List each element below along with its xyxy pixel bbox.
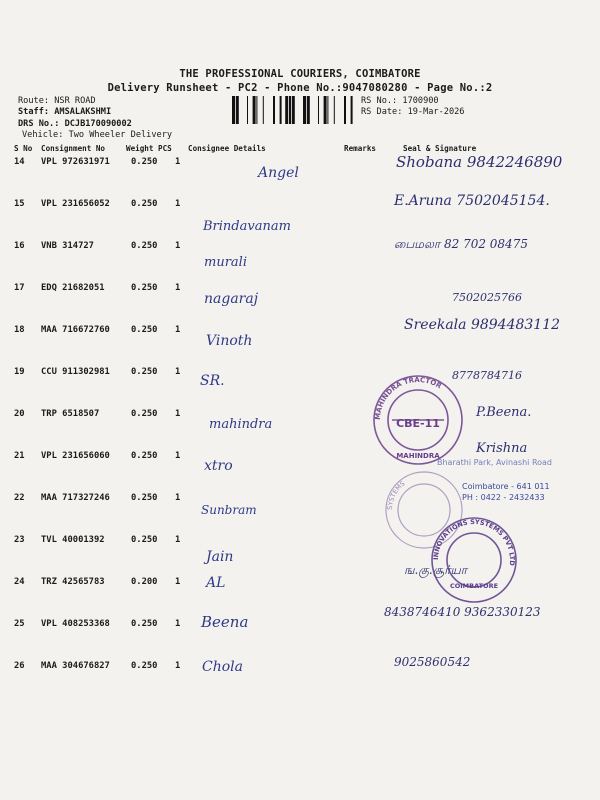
staff: Staff: AMSALAKSHMI [18, 107, 112, 117]
mahindra-stamp [374, 376, 462, 464]
row-weight: 0.250 [131, 199, 158, 209]
jain-stamp [386, 472, 462, 548]
barcode-bar [247, 96, 248, 124]
barcode-bar [327, 96, 328, 124]
barcode-bar [236, 96, 239, 124]
row-consignment: VNB 314727 [41, 241, 94, 251]
mahindra-stamp-ring-text: MAHINDRA TRACTOR [373, 375, 443, 421]
row-weight: 0.200 [131, 577, 158, 587]
receiver-signature: Sreekala 9894483112 [404, 317, 561, 333]
row-weight: 0.250 [131, 325, 158, 335]
row-pcs: 1 [175, 199, 181, 209]
row-pcs: 1 [175, 283, 181, 293]
innovations-stamp [432, 518, 516, 602]
row-pcs: 1 [175, 451, 181, 461]
innovations-stamp-bottom: COIMBATORE [449, 582, 499, 590]
col-consignment: Consignment No [41, 144, 106, 153]
row-sno: 24 [14, 577, 25, 587]
col-pcs: PCS [158, 144, 172, 153]
rs-number: RS No.: 1700900 [361, 96, 439, 106]
barcode-bar [289, 96, 291, 124]
row-sno: 21 [14, 451, 25, 461]
row-consignment: VPL 972631971 [41, 157, 110, 167]
row-sno: 25 [14, 619, 25, 629]
barcode-bar [318, 96, 319, 124]
row-pcs: 1 [175, 493, 181, 503]
row-pcs: 1 [175, 409, 181, 419]
barcode-bar [351, 96, 353, 124]
row-pcs: 1 [175, 577, 181, 587]
row-weight: 0.250 [131, 283, 158, 293]
row-pcs: 1 [175, 661, 181, 671]
row-weight: 0.250 [131, 619, 158, 629]
rs-date: RS Date: 19-Mar-2026 [361, 107, 465, 117]
receiver-signature: Krishna [476, 441, 528, 456]
row-consignment: CCU 911302981 [41, 367, 110, 377]
mahindra-stamp-center: CBE-11 [396, 417, 440, 430]
innovations-stamp-ring: INNOVATIONS SYSTEMS PVT LTD [431, 517, 517, 566]
row-consignment: TRZ 42565783 [41, 577, 105, 587]
consignee-handwriting: Vinoth [206, 333, 253, 349]
consignee-handwriting: xtro [204, 458, 233, 474]
row-sno: 22 [14, 493, 25, 503]
col-consignee: Consignee Details [188, 144, 266, 153]
row-consignment: VPL 231656060 [41, 451, 110, 461]
row-weight: 0.250 [131, 535, 158, 545]
row-sno: 18 [14, 325, 25, 335]
row-sno: 15 [14, 199, 25, 209]
row-sno: 20 [14, 409, 25, 419]
row-weight: 0.250 [131, 157, 158, 167]
row-consignment: TRP 6518507 [41, 409, 100, 419]
barcode-bar [285, 96, 288, 124]
row-weight: 0.250 [131, 241, 158, 251]
barcode-bar [292, 96, 295, 124]
barcode [232, 96, 356, 124]
row-sno: 26 [14, 661, 25, 671]
row-pcs: 1 [175, 157, 181, 167]
address-stamp-line1: Bharathi Park, Avinashi Road [437, 458, 553, 467]
consignee-handwriting: mahindra [209, 417, 273, 432]
route: Route: NSR ROAD [18, 96, 96, 106]
row-weight: 0.250 [131, 493, 158, 503]
consignee-handwriting: murali [204, 255, 247, 270]
company-name: THE PROFESSIONAL COURIERS, COIMBATORE [179, 68, 421, 80]
barcode-bar [307, 96, 310, 124]
row-sno: 17 [14, 283, 25, 293]
vehicle: Vehicle: Two Wheeler Delivery [22, 130, 173, 140]
col-sno: S No [14, 144, 33, 153]
consignee-handwriting: Sunbram [201, 503, 257, 517]
jain-stamp-ring: SYSTEMS [385, 479, 407, 511]
barcode-bar [324, 96, 327, 124]
receiver-signature: 8778784716 [452, 369, 522, 382]
consignee-handwriting: AL [206, 575, 226, 591]
row-sno: 16 [14, 241, 25, 251]
row-consignment: VPL 231656052 [41, 199, 110, 209]
consignee-handwriting: Brindavanam [203, 219, 291, 234]
consignee-handwriting: Jain [206, 549, 234, 565]
mahindra-stamp-bottom: MAHINDRA [396, 452, 440, 460]
row-consignment: MAA 716672760 [41, 325, 110, 335]
receiver-signature: 9025860542 [394, 655, 471, 669]
row-consignment: TVL 40001392 [41, 535, 105, 545]
receiver-signature: ங.கு.சூர்யா [404, 563, 468, 577]
barcode-bar [232, 96, 235, 124]
consignee-handwriting: SR. [200, 373, 225, 389]
row-weight: 0.250 [131, 409, 158, 419]
barcode-bar [253, 96, 256, 124]
consignee-handwriting: Chola [202, 659, 243, 675]
barcode-bar [280, 96, 282, 124]
consignee-handwriting: Beena [201, 613, 249, 631]
runsheet-title: Delivery Runsheet - PC2 - Phone No.:9047080280 - Page No.:2 [107, 82, 493, 94]
consignee-handwriting: Angel [258, 165, 299, 181]
row-consignment: VPL 408253368 [41, 619, 110, 629]
row-consignment: MAA 717327246 [41, 493, 110, 503]
row-pcs: 1 [175, 367, 181, 377]
drs-number: DRS No.: DCJB170090002 [18, 119, 132, 129]
row-pcs: 1 [175, 325, 181, 335]
receiver-signature: 7502025766 [452, 291, 522, 304]
address-stamp-phone: PH : 0422 - 2432433 [462, 493, 545, 502]
consignee-handwriting: nagaraj [204, 291, 259, 307]
barcode-bar [263, 96, 264, 124]
col-weight: Weight [126, 144, 154, 153]
receiver-signature: E.Aruna 7502045154. [394, 193, 550, 209]
row-weight: 0.250 [131, 367, 158, 377]
row-pcs: 1 [175, 535, 181, 545]
col-remarks: Remarks [344, 144, 377, 153]
barcode-bar [273, 96, 275, 124]
receiver-signature: P.Beena. [476, 405, 532, 420]
row-weight: 0.250 [131, 661, 158, 671]
row-consignment: MAA 304676827 [41, 661, 110, 671]
row-pcs: 1 [175, 619, 181, 629]
row-sno: 19 [14, 367, 25, 377]
receiver-signature: பைமலா 82 702 08475 [394, 237, 528, 251]
col-seal: Seal & Signature [403, 144, 477, 153]
receiver-signature: Shobana 9842246890 [396, 153, 563, 171]
barcode-bar [334, 96, 335, 124]
barcode-bar [344, 96, 346, 124]
barcode-bar [256, 96, 257, 124]
receiver-signature: 8438746410 9362330123 [384, 605, 541, 619]
barcode-bar [303, 96, 306, 124]
row-sno: 23 [14, 535, 25, 545]
row-consignment: EDQ 21682051 [41, 283, 105, 293]
row-weight: 0.250 [131, 451, 158, 461]
row-pcs: 1 [175, 241, 181, 251]
address-stamp-line2: Coimbatore - 641 011 [462, 482, 550, 491]
row-sno: 14 [14, 157, 25, 167]
